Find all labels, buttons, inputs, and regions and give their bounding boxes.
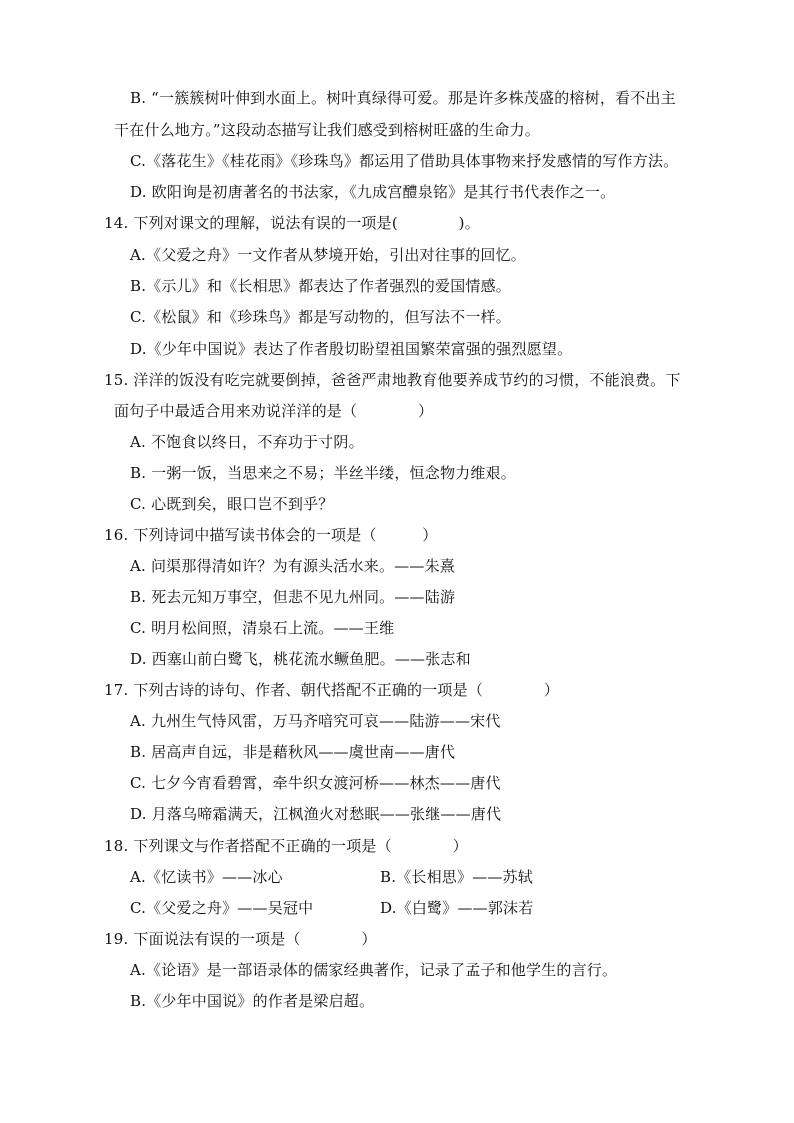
option-14b: B.《示儿》和《长相思》都表达了作者强烈的爱国情感。 (130, 277, 511, 295)
option-13d: D. 欧阳询是初唐著名的书法家，《九成宫醴泉铭》是其行书代表作之一。 (130, 183, 616, 201)
option-15a: A. 不饱食以终日，不弃功于寸阴。 (130, 433, 364, 451)
option-18a: A.《忆读书》——冰心 (130, 868, 283, 886)
option-16d: D. 西塞山前白鹭飞，桃花流水鳜鱼肥。——张志和 (130, 650, 471, 668)
option-19b: B.《少年中国说》的作者是梁启超。 (130, 992, 375, 1010)
option-17d: D. 月落乌啼霜满天，江枫渔火对愁眠——张继——唐代 (130, 805, 502, 823)
option-14d: D.《少年中国说》表达了作者殷切盼望祖国繁荣富强的强烈愿望。 (130, 340, 573, 358)
option-18b: B.《长相思》——苏轼 (380, 868, 533, 886)
option-17c: C. 七夕今宵看碧霄，牵牛织女渡河桥——林杰——唐代 (130, 774, 501, 792)
option-15b: B. 一粥一饭，当思来之不易；半丝半缕，恒念物力维艰。 (130, 464, 516, 482)
question-19: 19. 下面说法有误的一项是（ ） (104, 930, 377, 948)
question-15-line-1: 15. 洋洋的饭没有吃完就要倒掉，爸爸严肃地教育他要养成节约的习惯，不能浪费。下 (104, 371, 681, 389)
option-13b-line-1: B. “一簇簇树叶伸到水面上。树叶真绿得可爱。那是许多株茂盛的榕树，看不出主 (130, 89, 676, 107)
option-16a: A. 问渠那得清如许？为有源头活水来。——朱熹 (130, 557, 455, 575)
option-17a: A. 九州生气恃风雷，万马齐喑究可哀——陆游——宋代 (130, 712, 501, 730)
option-13b-line-2: 干在什么地方。”这段动态描写让我们感受到榕树旺盛的生命力。 (114, 121, 540, 139)
question-18: 18. 下列课文与作者搭配不正确的一项是（ ） (104, 837, 468, 855)
option-18c: C.《父爱之舟》——吴冠中 (130, 899, 314, 917)
question-16: 16. 下列诗词中描写读书体会的一项是（ ） (104, 526, 438, 544)
option-13c: C.《落花生》《桂花雨》《珍珠鸟》都运用了借助具体事物来抒发感情的写作方法。 (130, 152, 679, 170)
question-17: 17. 下列古诗的诗句、作者、朝代搭配不正确的一项是（ ） (104, 681, 560, 699)
question-14: 14. 下列对课文的理解，说法有误的一项是( )。 (104, 214, 480, 232)
option-16b: B. 死去元知万事空，但悲不见九州同。——陆游 (130, 588, 456, 606)
option-14c: C.《松鼠》和《珍珠鸟》都是写动物的，但写法不一样。 (130, 308, 511, 326)
option-18d: D.《白鹭》——郭沫若 (380, 899, 534, 917)
option-14a: A.《父爱之舟》一文作者从梦境开始，引出对往事的回忆。 (130, 246, 527, 264)
option-15c: C. 心既到矣，眼口岂不到乎？ (130, 495, 334, 513)
option-19a: A.《论语》是一部语录体的儒家经典著作，记录了孟子和他学生的言行。 (130, 961, 618, 979)
option-16c: C. 明月松间照，清泉石上流。——王维 (130, 619, 395, 637)
question-15-line-2: 面句子中最适合用来劝说洋洋的是（ ） (114, 402, 434, 420)
option-17b: B. 居高声自远，非是藉秋风——虞世南——唐代 (130, 743, 456, 761)
